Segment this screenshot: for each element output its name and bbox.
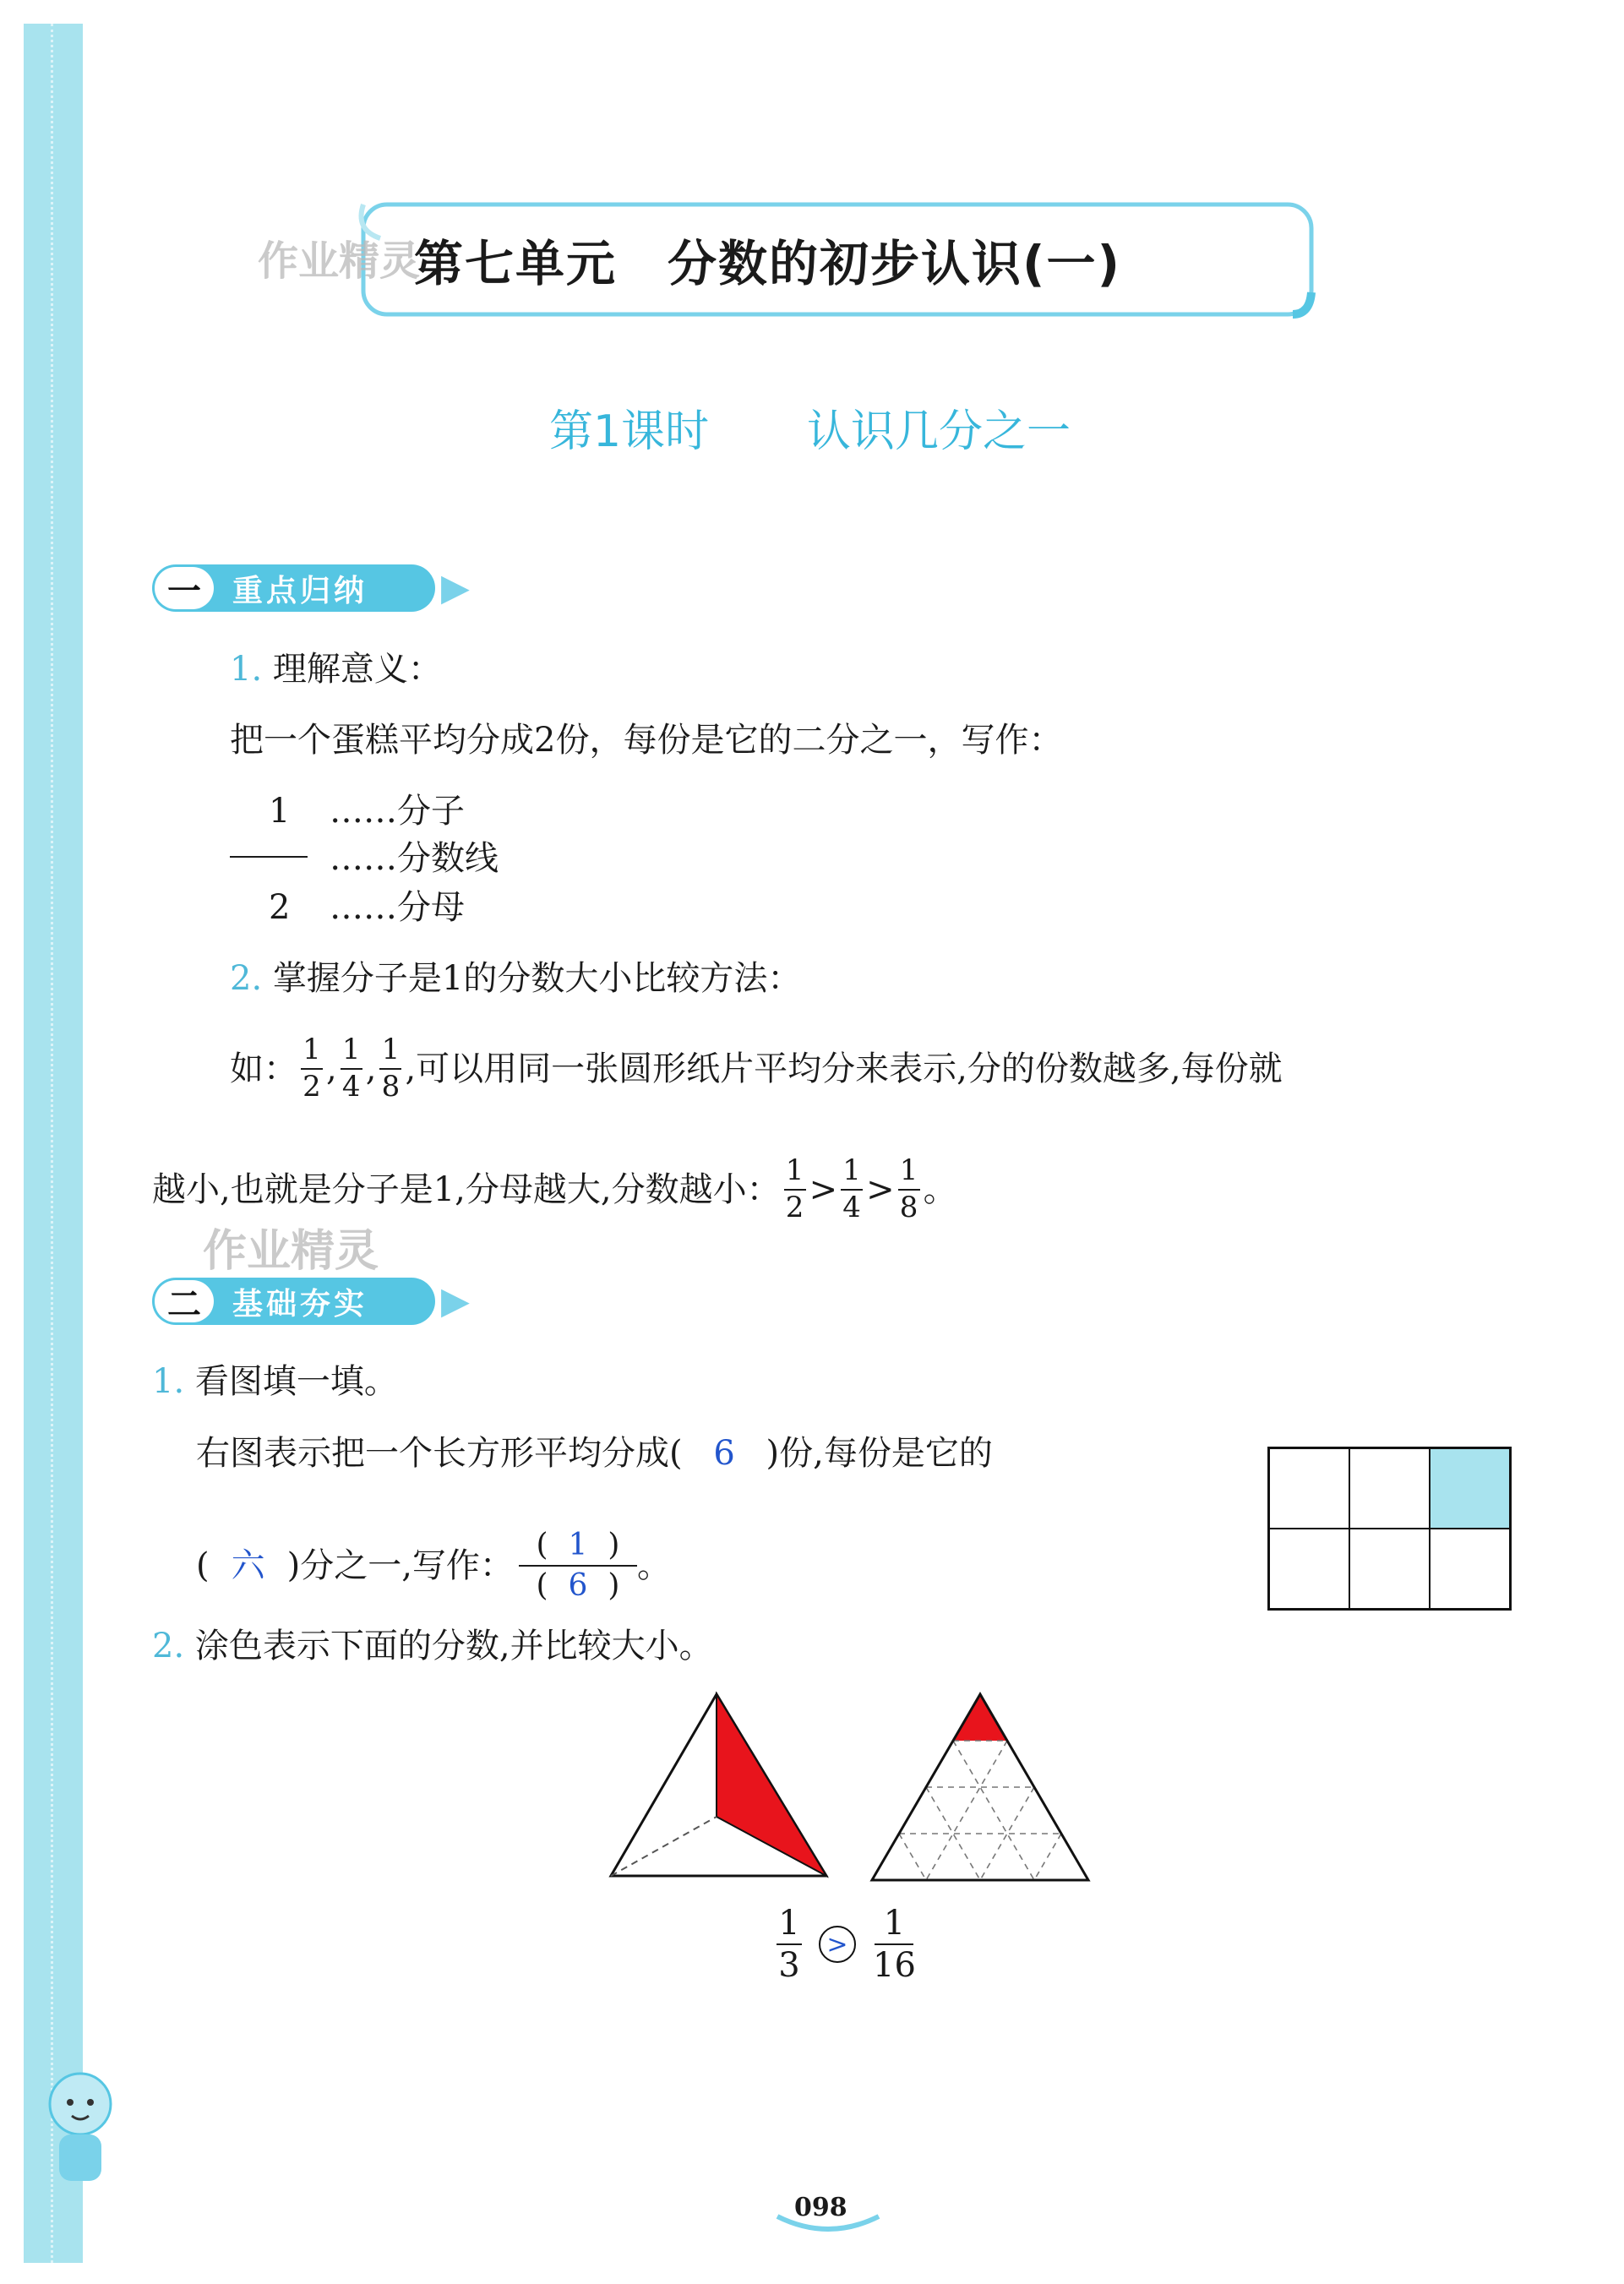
triangle-thirds — [604, 1690, 841, 1893]
fraction-denominator: 2 — [269, 888, 291, 927]
numerator-label: ……分子 — [330, 792, 465, 831]
fraction-quarter: $\frac{1}{4}$ — [841, 1156, 863, 1223]
kid-mascot-icon — [34, 2062, 127, 2197]
triangle-comparison — [773, 1905, 919, 1983]
comparison-text: 越小,也就是分子是1,分母越大,分数越小： — [152, 1169, 781, 1209]
question-number: 2. — [152, 1627, 185, 1665]
q1-text-c: )分之一,写作： — [286, 1545, 514, 1585]
grid-cell — [1269, 1448, 1349, 1529]
side-dots — [51, 24, 55, 2263]
question-2 — [152, 1629, 713, 1663]
fraction-eighth: $\frac{1}{8}$ — [898, 1156, 920, 1223]
greater-than: > — [809, 1169, 838, 1209]
example-prefix: 如： — [230, 1049, 297, 1088]
section-badge-2 — [152, 1278, 435, 1325]
q1-text-a: 右图表示把一个长方形平均分成( — [196, 1434, 683, 1473]
fraction-line-label: ……分数线 — [330, 839, 499, 878]
item-title: 理解意义： — [272, 650, 442, 689]
chevron-right-icon: ▶ — [441, 566, 470, 609]
section-watermark: 作业精灵 — [203, 1226, 379, 1277]
unit-title: 第七单元 分数的初步认识(一) — [414, 235, 1122, 292]
section-number: 一 — [155, 567, 214, 609]
grid-cell-shaded — [1430, 1448, 1510, 1529]
greater-than: > — [866, 1169, 895, 1209]
header-watermark: 作业精灵 — [258, 237, 421, 285]
item-1 — [230, 650, 442, 689]
question-1 — [152, 1362, 398, 1401]
fraction-half: $\frac{1}{2}$ — [301, 1035, 323, 1102]
fraction-eighth: $\frac{1}{8}$ — [379, 1035, 401, 1102]
item-1-text: 把一个蛋糕平均分成2份，每份是它的二分之一，写作： — [230, 721, 1063, 760]
example-line: 如： $\frac{1}{2}$ , $\frac{1}{4}$ , $\frac{1}{8}$ ,可以用同一张圆形纸片平均分来表示,分的份数越多,每份就 — [230, 1033, 1283, 1104]
question-number: 1. — [152, 1362, 185, 1401]
rectangle-grid — [1267, 1447, 1512, 1611]
question-1-line-1 — [196, 1434, 993, 1473]
item-number: 2. — [230, 959, 263, 998]
fraction-half: $\frac{1}{2}$ — [784, 1156, 806, 1223]
fraction-third: $\frac{1}{3}$ — [777, 1905, 802, 1983]
answer-name[interactable]: 六 — [231, 1545, 265, 1585]
item-title: 掌握分子是1的分数大小比较方法： — [272, 959, 802, 998]
paren-open: ( — [196, 1545, 210, 1585]
comparison-line — [152, 1153, 957, 1224]
question-1-line-2 — [196, 1529, 671, 1602]
q1-text-b: )份,每份是它的 — [766, 1434, 993, 1473]
lesson-number: 第1课时 — [549, 406, 710, 457]
question-title: 看图填一填。 — [194, 1362, 398, 1401]
triangle-sixteenths — [866, 1690, 1103, 1893]
chevron-right-icon: ▶ — [441, 1279, 470, 1322]
answer-parts[interactable]: 6 — [713, 1434, 735, 1473]
grid-cell — [1349, 1529, 1430, 1609]
comparison-circle[interactable]: > — [819, 1926, 856, 1963]
page-swoosh — [773, 2212, 883, 2238]
item-number: 1. — [230, 650, 263, 689]
page-number: 098 — [794, 2193, 847, 2222]
section-label: 重点归纳 — [232, 573, 368, 608]
item-2 — [230, 959, 802, 998]
grid-cell — [1430, 1529, 1510, 1609]
lesson-name: 认识几分之一 — [807, 406, 1071, 457]
section-label: 基础夯实 — [232, 1286, 368, 1322]
end-mark: 。 — [636, 1545, 671, 1585]
grid-cell — [1349, 1448, 1430, 1529]
grid-cell — [1269, 1529, 1349, 1609]
question-title: 涂色表示下面的分数,并比较大小。 — [194, 1627, 713, 1665]
denominator-label: ……分母 — [330, 888, 465, 927]
end-mark: 。 — [923, 1169, 957, 1209]
example-text: ,可以用同一张圆形纸片平均分来表示,分的份数越多,每份就 — [405, 1049, 1283, 1088]
fraction-numerator: 1 — [269, 792, 291, 831]
fraction-sixteenth: $\frac{1}{16}$ — [873, 1904, 916, 1985]
section-number: 二 — [155, 1280, 214, 1322]
fraction-quarter: $\frac{1}{4}$ — [341, 1035, 362, 1102]
answer-fraction[interactable]: ( 1 ) ( 6 ) — [519, 1529, 637, 1602]
fraction-line — [230, 856, 308, 858]
section-badge-1 — [152, 564, 435, 612]
